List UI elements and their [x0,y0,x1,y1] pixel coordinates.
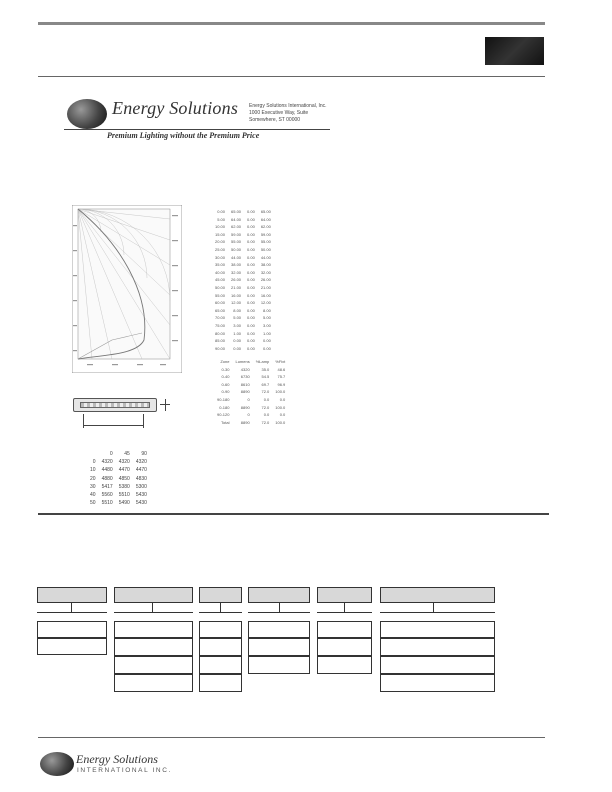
table-cell: 3.00 [233,322,242,328]
table-cell: 32.00 [260,269,271,275]
table-cell: 0.0 [279,396,286,402]
table-cell: 4320 [240,366,250,372]
table-cell: 25.00 [215,246,226,252]
table-row [212,337,274,345]
table-cell: 12.00 [260,300,271,306]
table-cell: 16.00 [231,292,242,298]
table-cell: 0 [109,451,113,457]
table-cell: 38.00 [231,262,242,268]
table-row [214,396,288,404]
table-row [212,314,274,322]
table-row [214,388,288,396]
top-rule [38,22,545,25]
table-cell: 62.00 [260,224,271,230]
fixture-louver [80,402,150,408]
table-cell: Total [221,419,230,425]
table-cell: 69.7 [261,381,270,387]
table-cell: 0.00 [247,254,255,260]
table-cell: 5560 [101,492,113,499]
dimension-tick [165,399,166,411]
table-cell: 0-40 [221,374,230,380]
table-cell: 0-60 [221,381,230,387]
table-cell: 10.00 [215,224,226,230]
table-cell: 0-30 [221,366,230,372]
order-option-box [317,638,372,656]
brand-info-line: Energy Solutions International, Inc. [249,103,327,109]
table-cell: 0.00 [247,269,255,275]
order-option-box [114,674,193,692]
order-field-header [114,587,193,603]
globe-logo-icon [67,99,107,129]
table-cell: 0.00 [247,284,255,290]
table-cell: 4880 [101,475,113,482]
table-cell: 35.0 [261,366,270,372]
table-cell: 45.00 [215,277,226,283]
order-option-box [317,621,372,638]
footer-brand-subtitle: INTERNATIONAL INC. [77,767,172,774]
order-option-box [380,621,495,638]
table-row [214,358,288,366]
table-cell: 54.5 [261,374,270,380]
table-cell: 1.00 [263,330,271,336]
order-field-header [199,587,242,603]
table-cell: 0.00 [247,345,255,351]
table-cell: 8890 [240,404,250,410]
table-cell: 48.6 [277,366,286,372]
table-cell: 65.00 [231,209,242,214]
table-cell: 8610 [240,381,250,387]
table-cell: 4850 [118,475,130,482]
order-option-box [199,674,242,692]
table-cell: 0.00 [233,345,242,351]
table-cell: 64.00 [260,216,271,222]
table-cell: 90-180 [217,396,230,402]
table-cell: 85.00 [215,338,226,344]
table-cell: 0.00 [263,338,271,344]
table-cell: 72.0 [261,419,270,425]
table-cell: 0-180 [219,404,230,410]
table-row [87,458,150,466]
table-row [212,231,274,239]
order-option-box [114,656,193,674]
header-rule [38,76,545,77]
table-cell: 55.00 [231,239,242,245]
table-cell: 59.00 [231,231,242,237]
table-cell: 20 [90,475,96,482]
table-cell: 0.0 [279,412,286,418]
table-cell: 44.00 [231,254,242,260]
table-row [212,238,274,246]
table-cell: 50.00 [215,284,226,290]
table-cell: 4470 [118,467,130,474]
table-cell: 0.00 [247,216,255,222]
order-option-box [37,621,107,638]
table-cell: 0.00 [233,338,242,344]
table-cell: 5510 [118,492,130,499]
brand-tagline: Premium Lighting without the Premium Price [107,131,260,140]
table-cell: 62.00 [231,224,242,230]
table-cell: 0 [92,459,96,466]
table-row [214,419,288,427]
table-cell: 0.00 [247,277,255,283]
table-cell: 0.00 [217,209,226,214]
table-cell: 0.00 [247,292,255,298]
table-cell: 26.00 [231,277,242,283]
brand-name: Energy Solutions [112,98,239,118]
table-row [212,246,274,254]
table-row [212,261,274,269]
table-cell: 100.0 [275,404,286,410]
table-cell: 0 [247,396,250,402]
table-row [212,254,274,262]
order-option-box [380,674,495,692]
table-cell: 90.00 [215,345,226,351]
table-cell: 5430 [135,500,147,507]
table-cell: %Lamp [255,359,270,364]
table-cell: 4470 [135,467,147,474]
section-divider [38,513,549,515]
table-row [87,491,150,499]
table-cell: 60.00 [215,300,226,306]
brand-info-line: Somewhere, ST 00000 [249,117,301,123]
dimension-tick [143,414,144,428]
table-cell: 72.0 [261,389,270,395]
table-cell: 35.00 [215,262,226,268]
table-row [214,373,288,381]
table-cell: 0.00 [247,262,255,268]
table-cell: 55.00 [260,239,271,245]
connector-line [380,612,495,613]
table-row [214,404,288,412]
spacing-table [87,450,150,507]
table-cell: 10 [90,467,96,474]
table-cell: 5490 [118,500,130,507]
table-cell: 1.00 [233,330,242,336]
table-cell: Lumens [235,359,250,364]
table-row [87,483,150,491]
table-cell: 0 [247,412,250,418]
table-cell: 70.00 [215,315,226,321]
zonal-lumen-table [214,358,288,426]
order-option-box [248,656,310,674]
table-cell: 26.00 [260,277,271,283]
table-cell: 4320 [101,459,113,466]
table-cell: 40 [90,492,96,499]
table-cell: 8890 [240,389,250,395]
table-cell [87,450,99,458]
connector-line [317,612,372,613]
table-row [87,475,150,483]
table-cell: 0-90 [221,389,230,395]
table-cell: %Fixt [275,359,286,364]
connector-line [199,612,242,613]
order-option-box [114,621,193,638]
order-option-box [199,638,242,656]
table-cell: 5.00 [263,315,271,321]
table-cell: 96.9 [277,381,286,387]
table-cell: 100.0 [275,389,286,395]
order-option-box [37,638,107,655]
table-cell: 80.00 [215,330,226,336]
table-cell: 90-120 [217,412,230,418]
table-cell: 50.00 [260,246,271,252]
table-cell: 65.00 [215,307,226,313]
table-cell: 5300 [135,483,147,490]
order-field-header [248,587,310,603]
table-cell: 21.00 [260,284,271,290]
table-cell: 21.00 [231,284,242,290]
order-field-header [380,587,495,603]
corner-tab [485,37,544,65]
table-cell: 4830 [135,475,147,482]
order-option-box [380,638,495,656]
table-cell: 3.00 [263,322,271,328]
footer-rule [38,737,545,738]
table-cell: 59.00 [260,231,271,237]
table-cell: 72.0 [261,404,270,410]
table-cell: 16.00 [260,292,271,298]
table-cell: 30.00 [215,254,226,260]
table-cell: 30 [90,483,96,490]
table-row [212,223,274,231]
table-cell: 4480 [101,467,113,474]
table-cell: 5.00 [217,216,226,222]
table-cell: 0.00 [247,246,255,252]
footer-globe-icon [40,752,74,776]
table-row [212,269,274,277]
table-row [212,276,274,284]
candela-table [212,208,274,352]
table-cell: 0.0 [263,396,270,402]
table-row [212,345,274,353]
connector-line [114,612,193,613]
table-cell: 0.00 [247,224,255,230]
table-cell: 5510 [101,500,113,507]
table-cell: 75.00 [215,322,226,328]
table-cell: 15.00 [215,231,226,237]
table-cell: 12.00 [231,300,242,306]
table-row [212,322,274,330]
table-row [214,366,288,374]
table-cell: 0.00 [247,231,255,237]
table-cell: 75.7 [277,374,286,380]
table-cell: 0.00 [247,307,255,313]
logo-rule [64,129,330,130]
table-cell: 8.00 [263,307,271,313]
order-option-box [199,621,242,638]
table-cell: 5380 [118,483,130,490]
order-option-box [248,638,310,656]
table-cell: 0.00 [247,322,255,328]
table-cell: 100.0 [275,419,286,425]
table-cell: 4320 [118,459,130,466]
table-row [212,299,274,307]
table-row [87,450,150,458]
table-cell: 55.00 [215,292,226,298]
table-cell: 90 [141,451,147,457]
table-cell: 4320 [135,459,147,466]
photometric-chart [72,205,182,373]
table-row [87,499,150,507]
brand-info-line: 1000 Executive Way, Suite [249,110,309,116]
table-cell: 32.00 [231,269,242,275]
connector-line [37,612,107,613]
table-row [87,466,150,474]
footer-brand-name: Energy Solutions [76,752,158,766]
table-row [214,411,288,419]
table-cell: 0.00 [247,338,255,344]
table-cell: 5417 [101,483,113,490]
table-cell: 8.00 [233,307,242,313]
table-cell: 0.00 [247,300,255,306]
brand-info [249,103,327,124]
dimension-line [83,425,143,426]
table-cell: 8890 [240,419,250,425]
order-option-box [248,621,310,638]
table-cell: 5.00 [233,315,242,321]
table-cell: 6730 [240,374,250,380]
table-cell: 0.00 [247,239,255,245]
dimension-tick [83,414,84,428]
table-cell: 45 [124,451,130,457]
fixture-drawing [73,398,157,412]
table-cell: 5430 [135,492,147,499]
connector-line [248,612,310,613]
order-option-box [114,638,193,656]
table-cell: Zone [220,359,230,364]
order-option-box [317,656,372,674]
table-cell: 20.00 [215,239,226,245]
table-cell: 65.00 [260,209,271,214]
table-cell: 0.00 [247,330,255,336]
table-row [212,292,274,300]
table-cell: 50 [90,500,96,507]
table-cell: 44.00 [260,254,271,260]
table-row [212,330,274,338]
table-row [212,284,274,292]
order-field-header [317,587,372,603]
table-cell: 0.00 [263,345,271,351]
table-row [214,381,288,389]
table-cell: 38.00 [260,262,271,268]
table-cell: 0.00 [247,315,255,321]
table-cell: 0.0 [263,412,270,418]
table-row [212,216,274,224]
table-row [212,208,274,216]
table-row [212,307,274,315]
order-option-box [380,656,495,674]
table-cell: 40.00 [215,269,226,275]
order-field-header [37,587,107,603]
table-cell: 64.00 [231,216,242,222]
table-cell: 0.00 [247,209,255,214]
table-cell: 50.00 [231,246,242,252]
order-option-box [199,656,242,674]
